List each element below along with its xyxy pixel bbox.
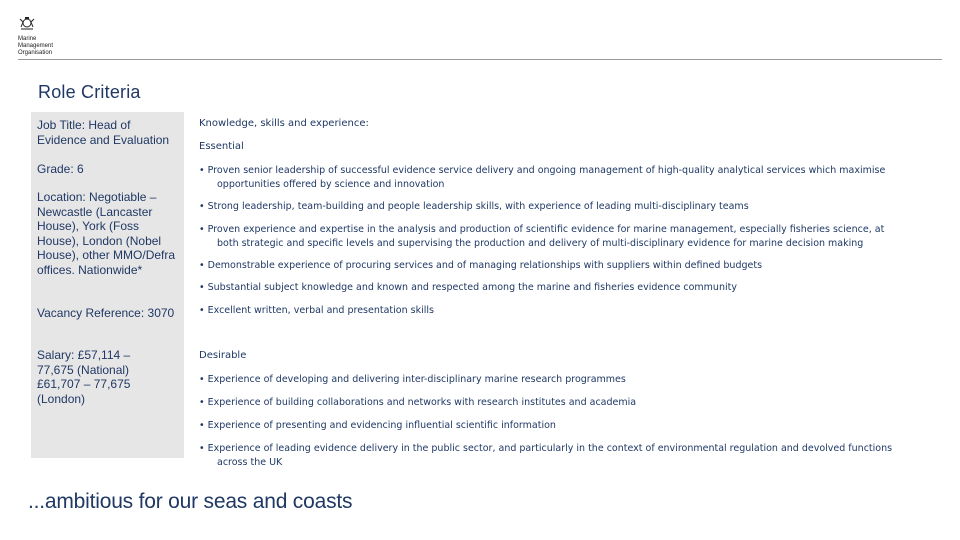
- essential-label: Essential: [199, 141, 244, 152]
- header-divider: [18, 59, 942, 60]
- location-label: Location:: [37, 190, 86, 204]
- vacancy-label: Vacancy Reference:: [37, 306, 145, 320]
- desirable-item: • Experience of leading evidence delivery in the public sector, and particularly in the context of environmental regulation and devolved functions across the UK: [199, 443, 893, 468]
- mmo-logo: [18, 16, 78, 57]
- job-title-label: Job Title:: [37, 118, 86, 132]
- location-value: Negotiable – Newcastle (Lancaster House), York (Foss House), London (Nobel House), other MMO/Defra offices. Nationwide*: [37, 190, 176, 277]
- location-block: [37, 190, 181, 277]
- grade-block: [37, 162, 181, 177]
- knowledge-heading: Knowledge, skills and experience:: [199, 118, 369, 129]
- desirable-item: • Experience of presenting and evidencing influential scientific information: [199, 420, 556, 431]
- grade-label: Grade:: [37, 162, 74, 176]
- essential-item: • Proven senior leadership of successful evidence service delivery and ongoing management of high-quality analytical services which maximise opportunities offered by science and innovation: [199, 165, 886, 190]
- desirable-item: • Experience of building collaborations and networks with research institutes and academia: [199, 397, 637, 408]
- tagline: ...ambitious for our seas and coasts: [28, 490, 353, 513]
- page-title: Role Criteria: [38, 82, 141, 102]
- essential-item: • Strong leadership, team-building and people leadership skills, with experience of leading multi-disciplinary teams: [199, 201, 749, 212]
- grade-value: 6: [77, 162, 84, 176]
- essential-item: • Demonstrable experience of procuring services and of managing relationships with suppliers within defined budgets: [199, 260, 763, 271]
- salary-block: [37, 348, 147, 406]
- logo-line-3: Organisation: [18, 50, 53, 56]
- desirable-item: • Experience of developing and delivering inter-disciplinary marine research programmes: [199, 374, 626, 385]
- vacancy-block: [37, 306, 181, 321]
- role-summary-panel: [31, 112, 184, 458]
- job-title-block: [37, 118, 181, 147]
- logo-line-1: Marine: [18, 36, 37, 42]
- desirable-label: Desirable: [199, 350, 247, 361]
- essential-item: • Excellent written, verbal and presentation skills: [199, 305, 434, 316]
- essential-item: • Substantial subject knowledge and known and respected among the marine and fisheries evidence community: [199, 282, 737, 293]
- royal-crest-icon: [18, 16, 36, 30]
- logo-line-2: Management: [18, 43, 54, 49]
- essential-item: • Proven experience and expertise in the analysis and production of scientific evidence for marine management, especially fisheries science, at both strategic and specific levels and supervising the production and delivery of multi-disciplinary evidence for marine decision making: [199, 224, 885, 249]
- job-title-value: Head of Evidence and Evaluation: [37, 118, 170, 147]
- vacancy-value: 3070: [147, 306, 175, 320]
- salary-text: Salary: £57,114 – 77,675 (National) £61,707 – 77,675 (London): [37, 348, 131, 406]
